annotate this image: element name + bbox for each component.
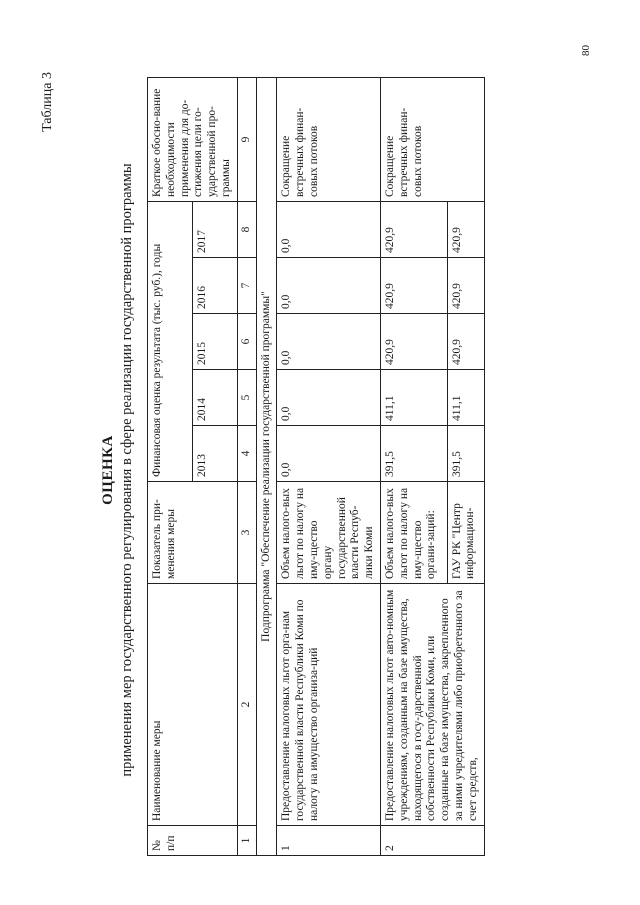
measure-name: Предоставление налоговых льгот авто-номным учреждениям, созданным на базе имущества, находящегося в госу-дарственной собственности Республики Коми, или созданные на базе имущества, закрепленного за ними учредителями либо приобретенного за счет средств,	[380, 584, 484, 826]
column-number: 4	[237, 426, 256, 482]
measure-justification: Сокращение встречных финан-совых потоков	[380, 78, 484, 202]
value-cell: 0,0	[277, 202, 381, 258]
header-measure-name: Наименование меры	[148, 584, 238, 826]
column-number: 1	[237, 826, 256, 856]
rotated-document	[40, 60, 595, 880]
measures-table	[147, 77, 485, 856]
value-cell: 0,0	[277, 426, 381, 482]
header-row	[148, 78, 193, 856]
measure-indicator: Объем налого-вых льгот по налогу на иму-щество органу государственной власти Респуб-лики Коми	[277, 482, 381, 584]
measure-indicator: ГАУ РК "Центр информацион-	[447, 482, 484, 584]
column-number: 5	[237, 370, 256, 426]
value-cell: 0,0	[277, 258, 381, 314]
measure-indicator: Объем налого-вых льгот по налогу на иму-щество органи-заций:	[380, 482, 447, 584]
header-year: 2015	[192, 314, 237, 370]
value-cell: 420,9	[380, 258, 447, 314]
header-year: 2017	[192, 202, 237, 258]
column-number: 6	[237, 314, 256, 370]
value-cell: 420,9	[380, 202, 447, 258]
measure-name: Предоставление налоговых льгот орга-нам государственной власти Республики Коми по налогу на имущество организа-ций	[277, 584, 381, 826]
value-cell: 0,0	[277, 314, 381, 370]
header-no: № п/п	[148, 826, 238, 856]
subprogram-row	[256, 78, 277, 856]
table-row	[380, 78, 447, 856]
column-number: 2	[237, 584, 256, 826]
column-number: 7	[237, 258, 256, 314]
value-cell: 420,9	[380, 314, 447, 370]
table-caption: Таблица 3	[40, 72, 55, 132]
value-cell: 391,5	[447, 426, 484, 482]
table-row	[277, 78, 381, 856]
row-number: 1	[277, 826, 381, 856]
header-year: 2013	[192, 426, 237, 482]
document-title: ОЦЕНКА	[100, 435, 116, 505]
value-cell: 411,1	[380, 370, 447, 426]
measure-justification: Сокращение встречных финан-совых потоков	[277, 78, 381, 202]
column-number: 9	[237, 78, 256, 202]
row-number: 2	[380, 826, 484, 856]
header-indicator: Показатель при-менения меры	[148, 482, 238, 584]
value-cell: 411,1	[447, 370, 484, 426]
column-number: 8	[237, 202, 256, 258]
column-number: 3	[237, 482, 256, 584]
header-justification: Краткое обосно-вание необходимости применения для до-стижения цели го-ударственной про-граммы	[148, 78, 238, 202]
document-subtitle: применения мер государственного регулирования в сфере реализации государственной программы	[119, 163, 135, 777]
value-cell: 420,9	[447, 202, 484, 258]
header-year: 2014	[192, 370, 237, 426]
value-cell: 0,0	[277, 370, 381, 426]
header-financial-estimate: Финансовая оценка результата (тыс. руб.), годы	[148, 202, 193, 482]
value-cell: 420,9	[447, 258, 484, 314]
value-cell: 420,9	[447, 314, 484, 370]
page-number: 80	[580, 45, 592, 56]
subprogram-title: Подпрограмма "Обеспечение реализации государственной программы"	[256, 78, 277, 856]
value-cell: 391,5	[380, 426, 447, 482]
header-year: 2016	[192, 258, 237, 314]
column-number-row	[237, 78, 256, 856]
